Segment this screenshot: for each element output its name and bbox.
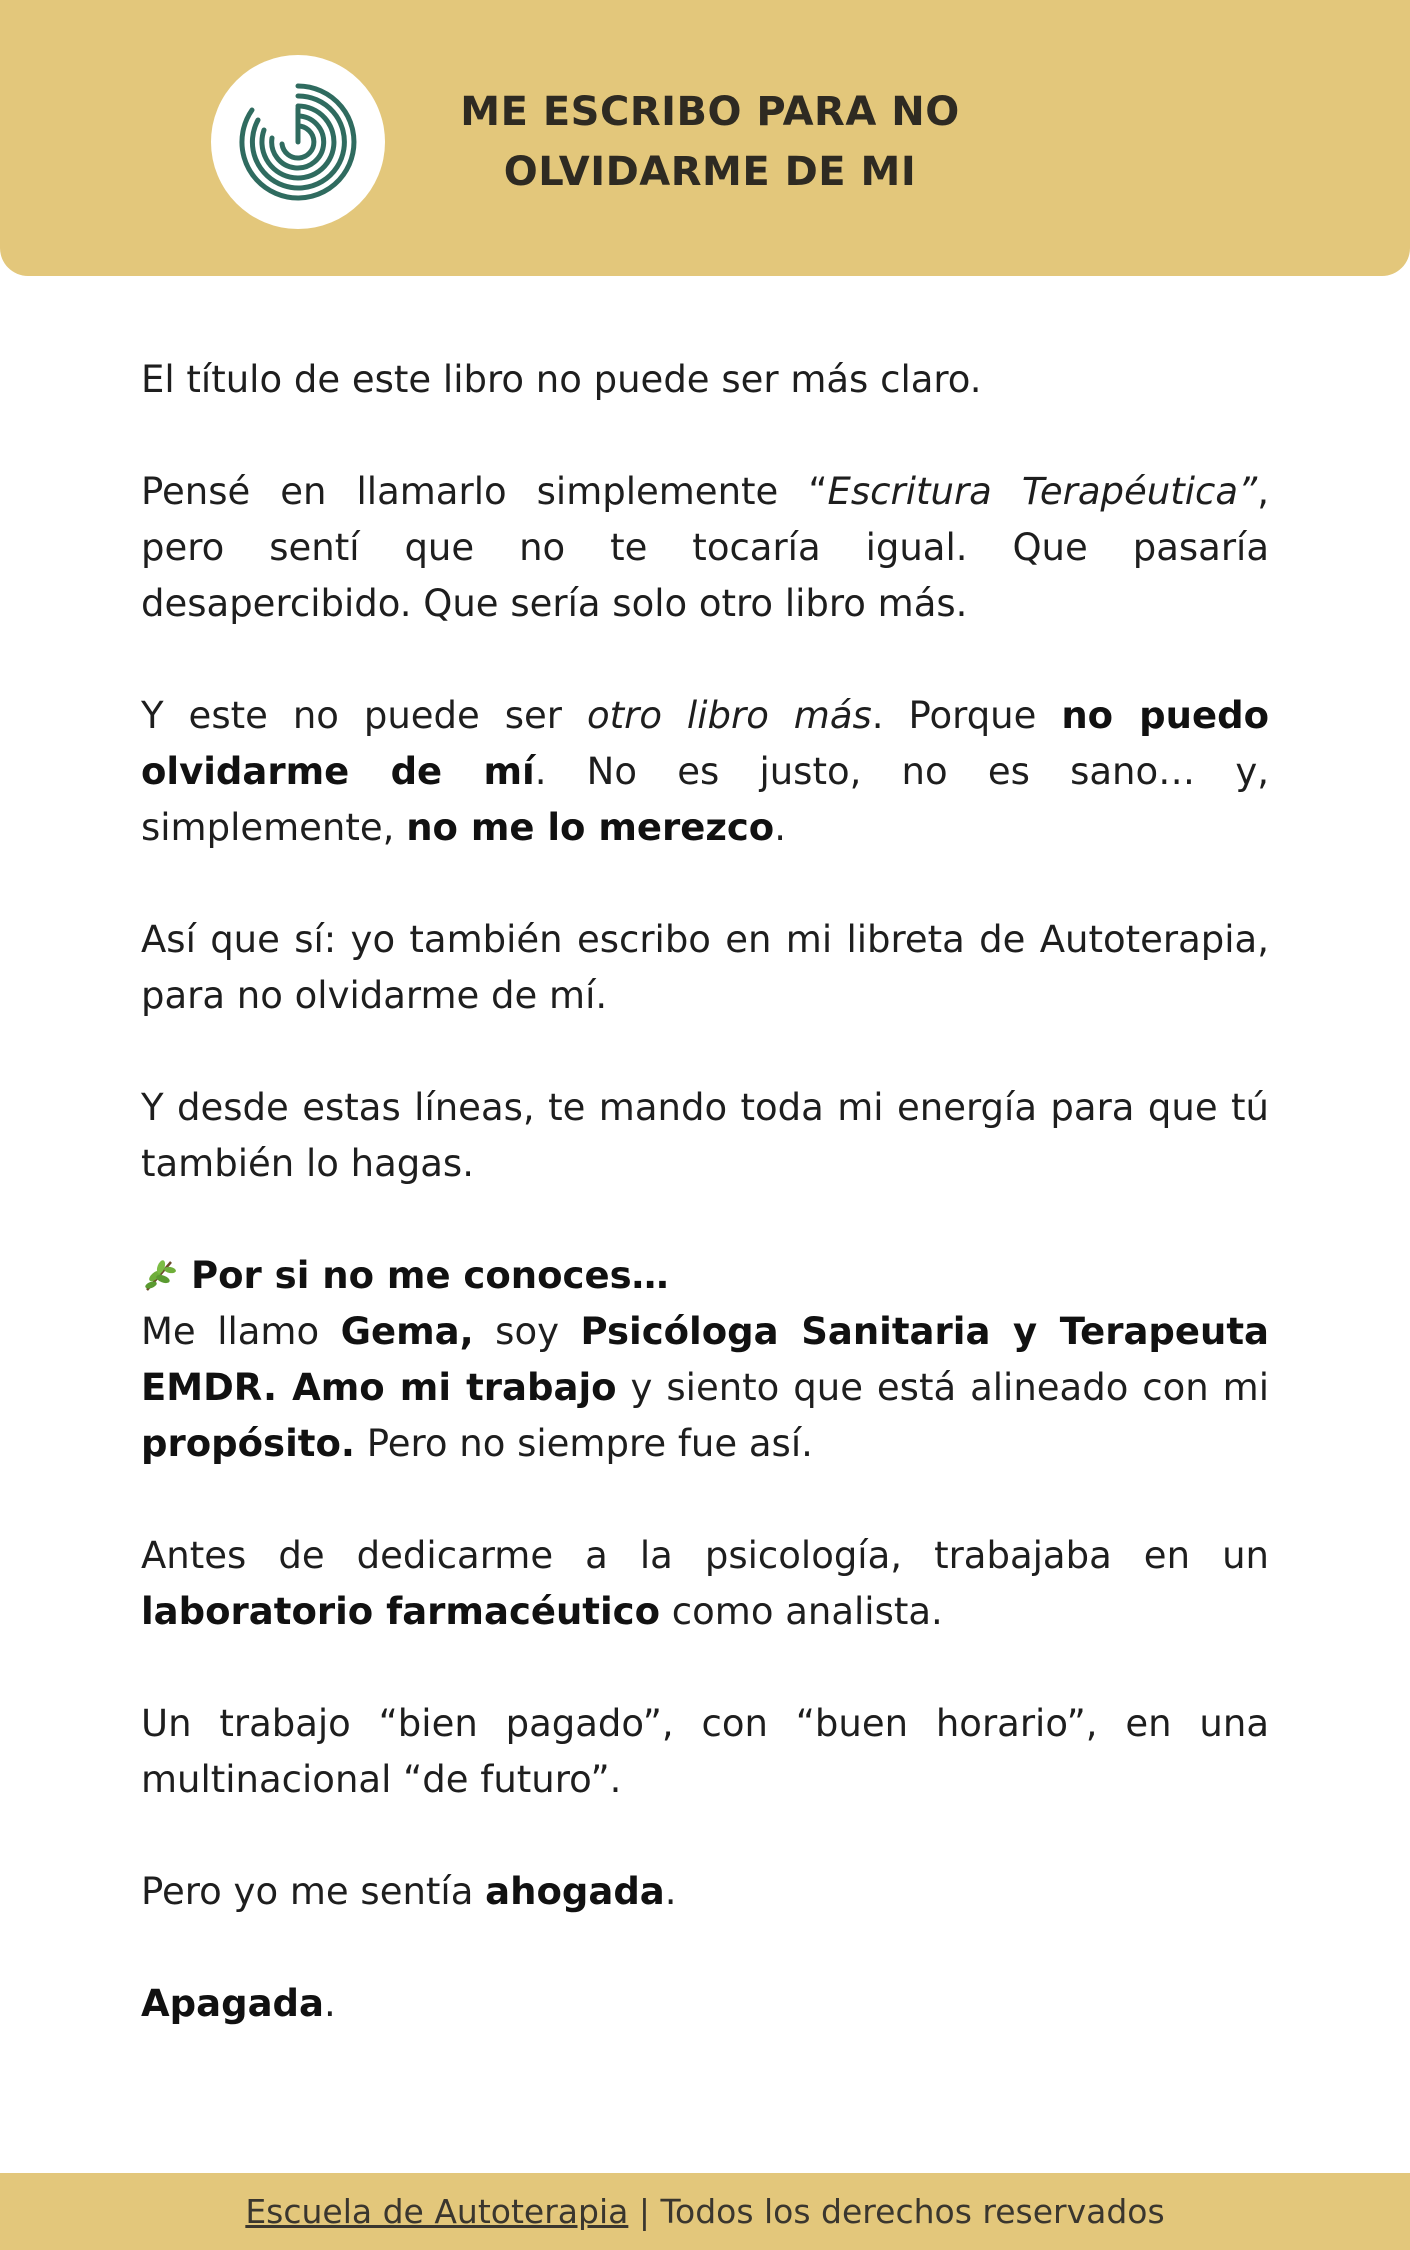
title-line-1: ME ESCRIBO PARA NO [460,89,960,135]
paragraph-3 [141,688,1269,856]
page-title [430,82,990,202]
p10-bold: Apagada [141,1982,324,2025]
p6-bold-purpose: propósito. [141,1422,355,1465]
p6-bold-profession: Psicóloga Sanitaria y Terapeuta EMDR. Amo mi trabajo [141,1310,1270,1409]
p2-text-2: , pero sentí que no te tocaría igual. Que pasaría desapercibido. Que sería solo otro libro más. [141,470,1269,625]
paragraph-9 [141,1864,1269,1920]
p3-text-3: . No es justo, no es sano… y, simplemente, [141,750,1269,849]
main-text [141,352,1269,2088]
paragraph-1: El título de este libro no puede ser más claro. [141,358,982,401]
paragraph-6 [141,1248,1269,1472]
p6-text-2: soy [473,1310,581,1353]
paragraph-2 [141,464,1269,632]
footer-rights: Todos los derechos reservados [660,2192,1165,2231]
intro-heading-line [141,1248,1269,1304]
paragraph-4: Así que sí: yo también escribo en mi libreta de Autoterapia, para no olvidarme de mí. [141,918,1269,1017]
p3-bold-2: no me lo merezco [406,806,775,849]
paragraph-7 [141,1528,1269,1640]
p6-text-3: y siento que está alineado con mi [616,1366,1269,1409]
title-line-2: OLVIDARME DE MI [503,149,917,195]
p6-text-1: Me llamo [141,1310,341,1353]
logo-badge [211,55,385,229]
paragraph-10 [141,1976,1269,2032]
p3-text-1: Y este no puede ser [141,694,587,737]
page-footer [0,2173,1410,2250]
p2-italic-title: Escritura Terapéutica” [827,470,1258,513]
paragraph-8: Un trabajo “bien pagado”, con “buen horario”, en una multinacional “de futuro”. [141,1702,1269,1801]
p7-text-2: como analista. [660,1590,943,1633]
p9-text-2: . [664,1870,677,1913]
spiral-logo-icon [234,78,362,206]
p3-bold-1: no puedo olvidarme de mí [141,694,1270,793]
p7-bold: laboratorio farmacéutico [141,1590,661,1633]
p10-text: . [324,1982,336,2025]
p9-bold: ahogada [485,1870,665,1913]
p3-text-2: . Porque [871,694,1062,737]
p6-bold-name: Gema, [340,1310,474,1353]
p3-text-4: . [774,806,786,849]
p2-text-1: Pensé en llamarlo simplemente “ [141,470,828,513]
p3-italic: otro libro más [586,694,872,737]
paragraph-5: Y desde estas líneas, te mando toda mi energía para que tú también lo hagas. [141,1086,1269,1185]
sprig-icon [141,1254,181,1294]
p9-text-1: Pero yo me sentía [141,1870,486,1913]
p6-text-4: Pero no siempre fue así. [354,1422,813,1465]
footer-separator: | [628,2192,661,2231]
p7-text-1: Antes de dedicarme a la psicología, trabajaba en un [141,1534,1269,1577]
page-header [0,0,1410,276]
school-link[interactable]: Escuela de Autoterapia [245,2192,629,2231]
intro-heading: Por si no me conoces… [191,1254,669,1297]
